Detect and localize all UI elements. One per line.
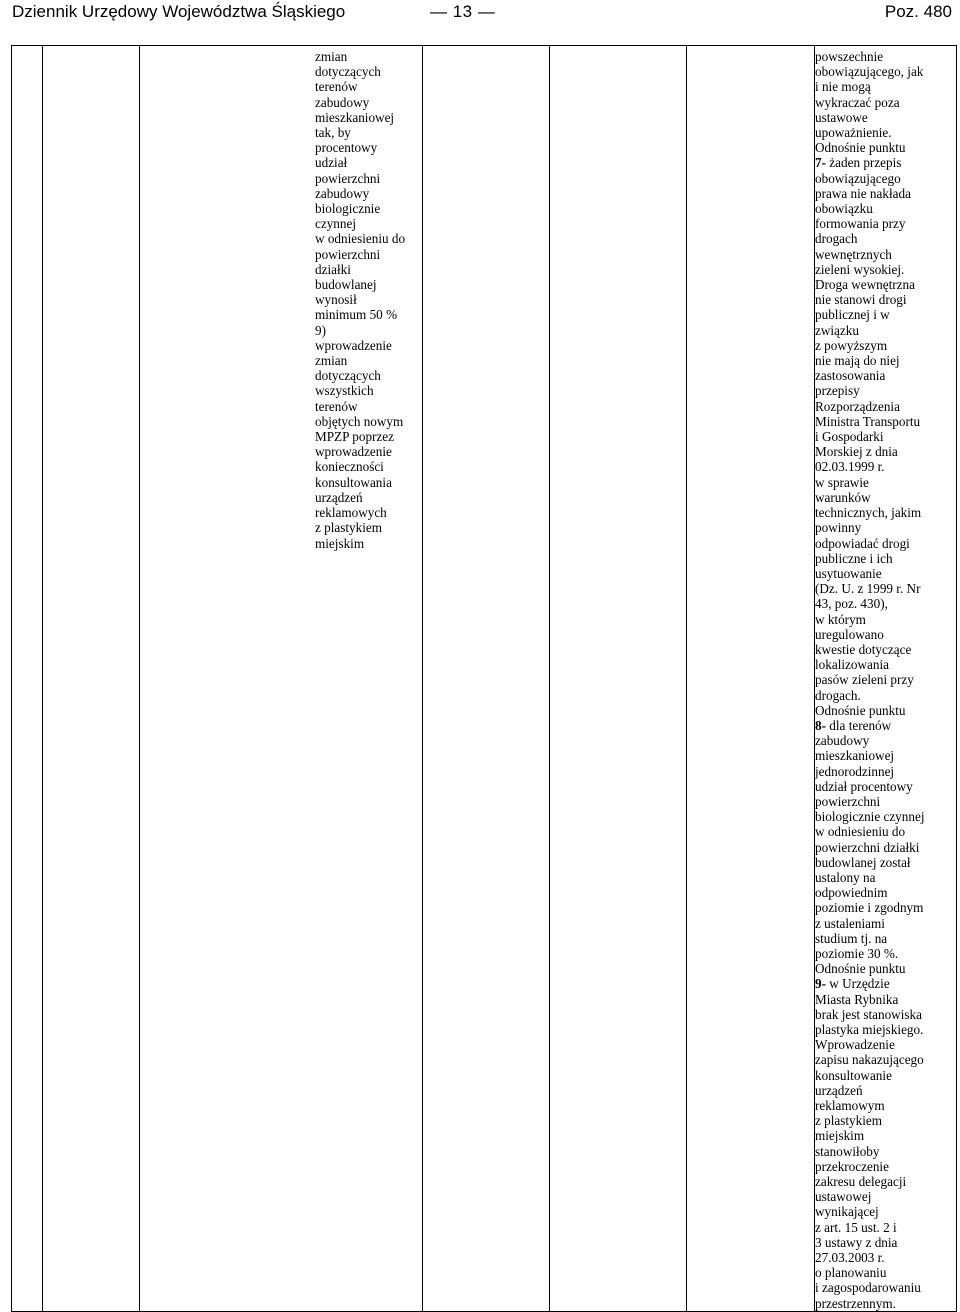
text-line: biologicznie [315,201,381,217]
text-line: związku [815,322,859,338]
text-line: zapisu nakazującego [815,1052,924,1068]
text-line: jednorodzinnej [815,763,895,779]
text-line: dotyczących [315,64,381,80]
ref-point-7-line [815,155,952,170]
text-line: konsultowania [315,474,392,490]
text-line: zastosowania [815,368,886,384]
text-line: zakresu delegacji [815,1174,907,1190]
text-line: reklamowym [815,1098,885,1114]
text-line: ustawowe [815,109,868,125]
table-cell-6 [687,46,815,1312]
journal-title: Dziennik Urzędowy Województwa Śląskiego [12,2,346,21]
text-line: MPZP poprzez [315,429,394,445]
explanation-block-4 [815,992,952,1311]
text-line: dotyczących [315,368,381,384]
text-line: czynnej [315,216,357,232]
text-line: powierzchni [815,793,881,809]
text-line: udział procentowy [815,778,913,794]
text-line: biologicznie czynnej [815,809,925,825]
text-line: działki [315,261,351,277]
text-line: w odniesieniu do [815,824,906,840]
text-line: zabudowy [815,733,870,749]
text-line: zieleni wysokiej. [815,261,905,277]
text-line: z plastykiem [315,520,383,536]
text-line: wynosił [315,292,357,308]
text-line: powszechnie [815,49,884,64]
text-line: upoważnienie. [815,125,892,141]
text-line: warunków [815,489,871,505]
text-line: drogach. [815,687,861,703]
text-line: pasów zieleni przy [815,672,914,688]
position-number: Poz. 480 [884,2,952,21]
ref-point-9-number: 9- [815,976,826,992]
text-line: obowiązku [815,201,873,217]
text-line: procentowy [315,140,378,156]
text-line: odpowiadać drogi [815,535,910,551]
text-line: i nie mogą [815,79,871,95]
text-line: usytuowanie [815,565,882,581]
text-line: budowlanej został [815,854,911,870]
text-line: publiczne i ich [815,550,893,566]
text-line: 3 ustawy z dnia [815,1234,898,1250]
text-line: Ministra Transportu [815,413,921,429]
text-line: nie stanowi drogi [815,292,907,308]
text-line: i zagospodarowaniu [815,1280,921,1296]
text-line: 43, poz. 430), [815,596,888,612]
text-line: mieszkaniowej [315,109,395,125]
text-line: powierzchni [315,170,381,186]
text-line: urządzeń [815,1082,863,1098]
text-line: urządzeń [315,489,363,505]
text-line: wynikającej [815,1204,879,1220]
text-line: o planowaniu [815,1265,887,1281]
ref-point-9-label: Odnośnie punktu [815,961,906,977]
text-line: konieczności [315,459,384,475]
text-line: w sprawie [815,474,869,490]
text-line: mieszkaniowej [815,748,895,764]
text-line: 9) [315,322,326,338]
text-line: prawa nie nakłada [815,185,911,201]
text-line: powierzchni [315,246,381,262]
text-line: miejskim [815,1128,865,1144]
text-line: wykraczać poza [815,94,900,110]
text-line: zmian [315,49,348,64]
text-line: udział [315,155,348,171]
text-line: z art. 15 ust. 2 i [815,1219,897,1235]
ref-point-9-line [815,976,952,991]
text-line: 02.03.1999 r. [815,459,885,475]
text-line: ustawowej [815,1189,872,1205]
explanation-line: w Urzędzie [826,976,890,992]
text-line: drogach [815,231,858,247]
page-number: — 13 — [430,2,496,21]
explanation-block-1 [815,49,952,140]
text-line: zabudowy [315,185,370,201]
text-line: przepisy [815,383,860,399]
document-table [11,45,957,1312]
text-line: terenów [315,79,358,95]
text-line: w którym [815,611,866,627]
ref-point-8-line [815,718,952,733]
text-line: objętych nowym [315,413,404,429]
text-line: minimum 50 % [315,307,398,323]
text-line: w odniesieniu do [315,231,406,247]
table-cell-4 [423,46,550,1312]
text-line: odpowiednim [815,885,888,901]
text-line: publicznej i w [815,307,890,323]
text-line: formowania przy [815,216,906,232]
text-line: powierzchni działki [815,839,920,855]
text-line: obowiązującego, jak [815,64,924,80]
text-line: konsultowanie [815,1067,892,1083]
text-line: wprowadzenie [315,337,392,353]
table-cell-lp [12,46,43,1312]
text-line: z ustaleniami [815,915,885,931]
text-line: kwestie dotyczące [815,641,912,657]
text-line: wprowadzenie [315,444,392,460]
text-line: Droga wewnętrzna [815,277,915,293]
text-line: przestrzennym. [815,1295,896,1311]
text-line: zmian [315,353,348,369]
ref-point-8-number: 8- [815,717,826,733]
text-line: nie mają do niej [815,353,900,369]
text-line: z plastykiem [815,1113,883,1129]
text-line: brak jest stanowiska [815,1006,922,1022]
table-cell-explanation [815,46,957,1312]
text-line: reklamowych [315,505,387,521]
text-line: stanowiłoby [815,1143,880,1159]
text-line: uregulowano [815,626,884,642]
table-row [12,46,957,1312]
page-header [0,0,960,28]
text-line: i Gospodarki [815,429,884,445]
text-line: powinny [815,520,862,536]
text-line: poziomie i zgodnym [815,900,924,916]
text-line: wewnętrznych [815,246,892,262]
text-line: budowlanej [315,277,377,293]
table-cell-5 [550,46,687,1312]
text-line: studium tj. na [815,930,888,946]
remark-text [140,46,422,551]
text-line: przekroczenie [815,1158,889,1174]
text-line: 27.03.2003 r. [815,1250,885,1266]
table-cell-2 [43,46,140,1312]
text-line: Miasta Rybnika [815,991,899,1007]
text-line: obowiązującego [815,170,901,186]
explanation-block-2 [815,171,952,703]
text-line: wszystkich [315,383,374,399]
text-line: (Dz. U. z 1999 r. Nr [815,581,921,597]
text-line: miejskim [315,535,365,551]
text-line: Wprowadzenie [815,1037,895,1053]
text-line: ustalony na [815,869,876,885]
text-line: tak, by [315,125,351,141]
ref-point-8-label: Odnośnie punktu [815,702,906,718]
text-line: technicznych, jakim [815,505,922,521]
text-line: z powyższym [815,337,888,353]
explanation-block-3 [815,733,952,961]
text-line: plastyka miejskiego. [815,1022,924,1037]
explanation-line: żaden przepis [826,155,902,171]
text-line: Rozporządzenia [815,398,900,414]
explanation-line: dla terenów [826,717,892,733]
text-line: terenów [315,398,358,414]
text-line: lokalizowania [815,657,889,673]
text-line: poziomie 30 %. [815,945,899,961]
text-line: zabudowy [315,94,370,110]
table-cell-uwagi [140,46,423,1312]
text-line: Morskiej z dnia [815,444,898,460]
ref-point-7-number: 7- [815,155,826,171]
explanation-text [815,46,956,1311]
ref-point-7-label: Odnośnie punktu [815,140,906,156]
